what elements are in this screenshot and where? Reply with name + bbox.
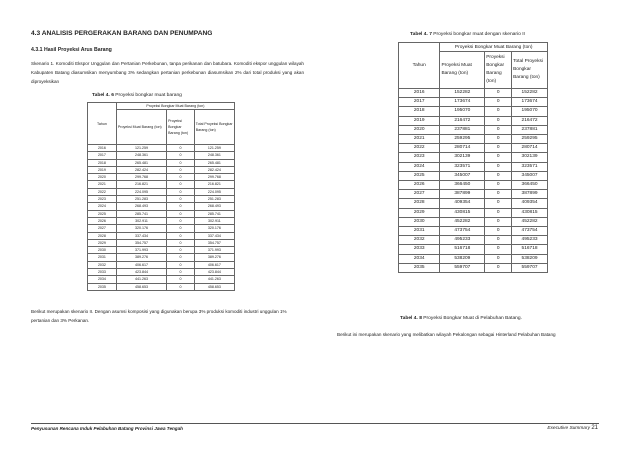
cell-bongkar: 0: [167, 217, 195, 224]
table-row: [88, 217, 235, 224]
cell-bongkar: 0: [485, 227, 512, 236]
cell-total: 323571: [512, 162, 548, 171]
table-row: [399, 98, 548, 107]
cell-total: 121.259: [194, 145, 234, 152]
table-row: [399, 171, 548, 180]
cell-tahun: 2033: [399, 245, 440, 254]
cell-muat: 495233: [440, 236, 485, 245]
cell-total: 224.095: [194, 188, 234, 195]
cell-tahun: 2029: [399, 208, 440, 217]
table-row: [399, 208, 548, 217]
cell-bongkar: 0: [167, 276, 195, 283]
cell-muat: 285.741: [116, 210, 166, 217]
cell-muat: 248.361: [116, 152, 166, 159]
table-row: [399, 254, 548, 263]
cell-tahun: 2032: [88, 261, 117, 268]
table-row: [88, 247, 235, 254]
cell-muat: 371.993: [116, 247, 166, 254]
cell-total: 152282: [512, 89, 548, 98]
cell-tahun: 2028: [399, 199, 440, 208]
cell-total: 268.493: [194, 203, 234, 210]
cell-bongkar: 0: [167, 166, 195, 173]
cell-bongkar: 0: [485, 181, 512, 190]
cell-bongkar: 0: [167, 247, 195, 254]
cell-tahun: 2022: [399, 144, 440, 153]
cell-tahun: 2027: [88, 225, 117, 232]
col-header-muat: Proyeksi Muat Barang (ton): [440, 52, 485, 89]
table-row: [399, 125, 548, 134]
cell-total: 538209: [512, 254, 548, 263]
cell-tahun: 2020: [88, 174, 117, 181]
cell-bongkar: 0: [167, 145, 195, 152]
footer-document-title: Penyusunan Rencana Induk Pelabuhan Batang Provinsi Jawa Tengah: [31, 426, 183, 431]
cell-tahun: 2020: [399, 125, 440, 134]
cell-total: 389.276: [194, 254, 234, 261]
table-row: [88, 239, 235, 246]
cell-total: 441.263: [194, 276, 234, 283]
cell-total: 345007: [512, 171, 548, 180]
col-header-tahun: Tahun: [399, 43, 440, 89]
cell-tahun: 2035: [88, 283, 117, 290]
cell-tahun: 2019: [399, 116, 440, 125]
cell-bongkar: 0: [167, 261, 195, 268]
cell-total: 320.176: [194, 225, 234, 232]
table-row: [399, 144, 548, 153]
cell-bongkar: 0: [167, 152, 195, 159]
table-row: [399, 135, 548, 144]
table-row: [399, 263, 548, 272]
cell-muat: 302.911: [116, 217, 166, 224]
cell-muat: 280714: [440, 144, 485, 153]
cell-tahun: 2021: [88, 181, 117, 188]
cell-tahun: 2025: [399, 171, 440, 180]
cell-total: 265.481: [194, 159, 234, 166]
cell-bongkar: 0: [485, 208, 512, 217]
group-header: Proyeksi Bongkar Muat Barang (ton): [440, 43, 548, 52]
table6-caption-text: Proyeksi bongkar muat barang: [113, 93, 182, 98]
cell-total: 248.361: [194, 152, 234, 159]
table7-caption-text: Proyeksi bongkar muat dengan skenario II: [431, 32, 525, 37]
cell-muat: 452282: [440, 217, 485, 226]
cell-total: 285.741: [194, 210, 234, 217]
cell-tahun: 2030: [399, 217, 440, 226]
footer-divider: [31, 423, 599, 424]
cell-tahun: 2026: [88, 217, 117, 224]
cell-total: 259295: [512, 135, 548, 144]
col-header-muat: Proyeksi Muat Barang (ton): [116, 110, 166, 145]
col-header-bongkar: Proyeksi Bongkar Barang (ton): [167, 110, 195, 145]
cell-muat: 216472: [440, 116, 485, 125]
cell-bongkar: 0: [167, 283, 195, 290]
cell-tahun: 2021: [399, 135, 440, 144]
cell-muat: 458.653: [116, 283, 166, 290]
table6-caption: [92, 93, 182, 98]
cell-total: 302.911: [194, 217, 234, 224]
hinterland-paragraph: Berikut ini merupakan skenario yang melibatkan wilayah Pekalongan sebagai Hinterland Pelabuhan Batang: [337, 332, 556, 337]
cell-tahun: 2034: [399, 254, 440, 263]
cell-muat: 366450: [440, 181, 485, 190]
table-row: [399, 162, 548, 171]
table6-caption-label: Tabel 4. 6: [92, 93, 114, 98]
table-row: [399, 217, 548, 226]
table-row: [399, 227, 548, 236]
table-row: [88, 283, 235, 290]
cell-muat: 387899: [440, 190, 485, 199]
table-row: [399, 89, 548, 98]
cell-muat: 538209: [440, 254, 485, 263]
cell-muat: 337.434: [116, 232, 166, 239]
cell-bongkar: 0: [485, 135, 512, 144]
cell-tahun: 2023: [399, 153, 440, 162]
cell-total: 516718: [512, 245, 548, 254]
cell-tahun: 2025: [88, 210, 117, 217]
table-row: [88, 276, 235, 283]
table-row: [88, 188, 235, 195]
table-row: [399, 236, 548, 245]
cell-muat: 406.617: [116, 261, 166, 268]
table-row: [399, 190, 548, 199]
table7-caption-label: Tabel 4. 7: [410, 32, 432, 37]
cell-total: 430815: [512, 208, 548, 217]
cell-muat: 251.283: [116, 196, 166, 203]
cell-bongkar: 0: [167, 232, 195, 239]
cell-muat: 282.424: [116, 166, 166, 173]
cell-muat: 516718: [440, 245, 485, 254]
cell-bongkar: 0: [485, 144, 512, 153]
cell-bongkar: 0: [167, 174, 195, 181]
cell-tahun: 2023: [88, 196, 117, 203]
table-row: [88, 159, 235, 166]
cell-tahun: 2029: [88, 239, 117, 246]
cell-muat: 320.176: [116, 225, 166, 232]
table-row: [88, 152, 235, 159]
table-row: [88, 210, 235, 217]
table-row: [399, 245, 548, 254]
cell-tahun: 2022: [88, 188, 117, 195]
table-row: [399, 107, 548, 116]
cell-tahun: 2031: [399, 227, 440, 236]
cell-total: 559707: [512, 263, 548, 272]
cell-bongkar: 0: [167, 225, 195, 232]
cell-total: 371.993: [194, 247, 234, 254]
cell-muat: 409354: [440, 199, 485, 208]
cell-total: 251.283: [194, 196, 234, 203]
table7-caption: [410, 32, 525, 37]
table-row: [88, 254, 235, 261]
cell-bongkar: 0: [167, 254, 195, 261]
cell-bongkar: 0: [485, 125, 512, 134]
table-row: [88, 181, 235, 188]
cell-total: 354.757: [194, 239, 234, 246]
footer-page-info: [547, 425, 598, 431]
table-row: [88, 166, 235, 173]
cell-bongkar: 0: [485, 153, 512, 162]
cell-tahun: 2030: [88, 247, 117, 254]
section-heading: 4.3 ANALISIS PERGERAKAN BARANG DAN PENUMPANG: [31, 30, 213, 37]
cell-muat: 268.493: [116, 203, 166, 210]
cell-total: 473754: [512, 227, 548, 236]
col-header-total: Total Proyeksi Bongkar Barang (ton): [194, 110, 234, 145]
cell-bongkar: 0: [167, 181, 195, 188]
cell-bongkar: 0: [485, 190, 512, 199]
cell-bongkar: 0: [167, 210, 195, 217]
page-number: 21: [591, 425, 598, 431]
projection-table-1: [87, 102, 235, 291]
cell-total: 366450: [512, 181, 548, 190]
table-row: [88, 225, 235, 232]
cell-tahun: 2018: [399, 107, 440, 116]
subsection-heading: 4.3.1 Hasil Proyeksi Arus Barang: [31, 47, 112, 53]
table-row: [399, 181, 548, 190]
cell-total: 406.617: [194, 261, 234, 268]
cell-bongkar: 0: [167, 203, 195, 210]
cell-muat: 299.768: [116, 174, 166, 181]
cell-bongkar: 0: [485, 199, 512, 208]
cell-total: 282.424: [194, 166, 234, 173]
col-header-total: Total Proyeksi Bongkar Barang (ton): [512, 52, 548, 89]
cell-muat: 265.481: [116, 159, 166, 166]
cell-total: 299.768: [194, 174, 234, 181]
col-header-bongkar: Proyeksi Bongkar Barang (ton): [485, 52, 512, 89]
table-row: [88, 232, 235, 239]
cell-tahun: 2016: [88, 145, 117, 152]
col-header-tahun: Tahun: [88, 103, 117, 145]
cell-total: 280714: [512, 144, 548, 153]
cell-total: 409354: [512, 199, 548, 208]
cell-bongkar: 0: [485, 263, 512, 272]
cell-bongkar: 0: [167, 188, 195, 195]
cell-tahun: 2026: [399, 181, 440, 190]
cell-tahun: 2024: [399, 162, 440, 171]
cell-muat: 441.263: [116, 276, 166, 283]
cell-muat: 237881: [440, 125, 485, 134]
table-row: [88, 203, 235, 210]
cell-total: 173674: [512, 98, 548, 107]
table-row: [88, 196, 235, 203]
projection-table-2: [398, 42, 548, 273]
footer-summary-label: Executive Summary: [547, 426, 590, 431]
cell-muat: 345007: [440, 171, 485, 180]
cell-tahun: 2017: [88, 152, 117, 159]
table8-caption-label: Tabel 4. 8: [400, 316, 422, 321]
cell-muat: 423.844: [116, 269, 166, 276]
cell-total: 387899: [512, 190, 548, 199]
cell-muat: 559707: [440, 263, 485, 272]
cell-bongkar: 0: [485, 245, 512, 254]
cell-total: 216472: [512, 116, 548, 125]
table8-caption-text: Proyeksi Bongkar Muat di Pelabuhan Batang.: [421, 316, 522, 321]
cell-total: 423.844: [194, 269, 234, 276]
cell-tahun: 2033: [88, 269, 117, 276]
cell-total: 216.821: [194, 181, 234, 188]
table-row: [399, 199, 548, 208]
cell-muat: 323571: [440, 162, 485, 171]
cell-muat: 224.095: [116, 188, 166, 195]
scenario2-paragraph: Berikut merupakan skenario II. Dengan asumsi komposisi yang digunakan berupa 3% produksi komoditi industri unggulan 1% pertanian dan 3% Perkanan.: [31, 309, 287, 323]
cell-tahun: 2019: [88, 166, 117, 173]
cell-tahun: 2017: [399, 98, 440, 107]
cell-bongkar: 0: [485, 107, 512, 116]
cell-bongkar: 0: [485, 98, 512, 107]
cell-tahun: 2027: [399, 190, 440, 199]
cell-muat: 259295: [440, 135, 485, 144]
cell-bongkar: 0: [485, 254, 512, 263]
cell-bongkar: 0: [485, 162, 512, 171]
cell-total: 302139: [512, 153, 548, 162]
cell-total: 452282: [512, 217, 548, 226]
group-header: Proyeksi Bongkar Muat Barang (ton): [116, 103, 234, 110]
cell-bongkar: 0: [167, 159, 195, 166]
cell-tahun: 2034: [88, 276, 117, 283]
cell-bongkar: 0: [485, 236, 512, 245]
table8-caption: [400, 316, 522, 321]
cell-bongkar: 0: [485, 89, 512, 98]
cell-muat: 216.821: [116, 181, 166, 188]
table-row: [88, 261, 235, 268]
cell-muat: 195070: [440, 107, 485, 116]
cell-tahun: 2035: [399, 263, 440, 272]
table-row: [88, 145, 235, 152]
cell-bongkar: 0: [485, 217, 512, 226]
cell-bongkar: 0: [167, 269, 195, 276]
cell-muat: 389.276: [116, 254, 166, 261]
scenario-paragraph: Skenario 1. Komoditi Ekspor Unggulan dan Pertanian Perkebunan, tanpa perikanan dan batubara. Komoditi ekspor unggulan wilayah Kabupaten Batang diasumsikan menyumbang 3% sedangkan pertanian perkebunan diasumsikan 2% dari total produksi yang akan diproyeksikan: [31, 61, 304, 84]
cell-muat: 430815: [440, 208, 485, 217]
cell-total: 195070: [512, 107, 548, 116]
cell-total: 337.434: [194, 232, 234, 239]
table-row: [399, 116, 548, 125]
cell-bongkar: 0: [485, 116, 512, 125]
cell-muat: 473754: [440, 227, 485, 236]
cell-bongkar: 0: [485, 171, 512, 180]
cell-bongkar: 0: [167, 196, 195, 203]
cell-bongkar: 0: [167, 239, 195, 246]
cell-tahun: 2024: [88, 203, 117, 210]
cell-total: 458.653: [194, 283, 234, 290]
cell-tahun: 2018: [88, 159, 117, 166]
cell-tahun: 2032: [399, 236, 440, 245]
cell-muat: 121.259: [116, 145, 166, 152]
cell-muat: 302139: [440, 153, 485, 162]
cell-muat: 173674: [440, 98, 485, 107]
cell-tahun: 2016: [399, 89, 440, 98]
cell-tahun: 2028: [88, 232, 117, 239]
cell-total: 495233: [512, 236, 548, 245]
cell-muat: 354.757: [116, 239, 166, 246]
table-row: [88, 174, 235, 181]
cell-total: 237881: [512, 125, 548, 134]
cell-muat: 152282: [440, 89, 485, 98]
table-row: [399, 153, 548, 162]
cell-tahun: 2031: [88, 254, 117, 261]
table-row: [88, 269, 235, 276]
